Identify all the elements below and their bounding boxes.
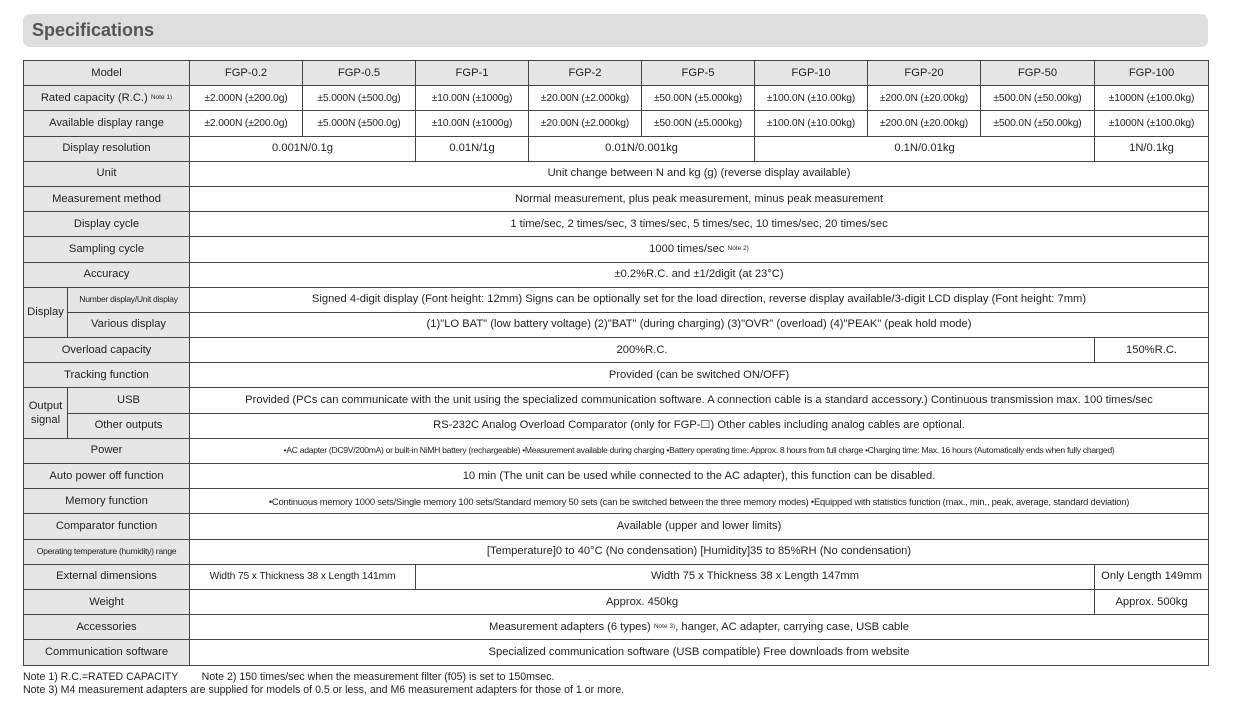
label-dimensions: External dimensions [24,564,190,589]
model-header: FGP-0.5 [303,61,416,86]
weight-value: Approx. 500kg [1095,589,1209,614]
label-accessories: Accessories [24,615,190,640]
dimensions-value: Only Length 149mm [1095,564,1209,589]
rated-capacity-cell: ±20.00N (±2.000kg) [529,86,642,111]
rated-capacity-cell: ±200.0N (±20.00kg) [868,86,981,111]
row-usb [24,388,1209,413]
other-outputs-value: RS-232C Analog Overload Comparator (only for FGP-☐) Other cables including analog cables are optional. [190,413,1209,438]
label-various-display: Various display [68,312,190,337]
resolution-cell: 1N/0.1kg [1095,136,1209,161]
row-display-resolution [24,136,1209,161]
auto-power-off-value: 10 min (The unit can be used while connected to the AC adapter), this function can be disabled. [190,464,1209,489]
label-tracking: Tracking function [24,363,190,388]
row-other-outputs [24,413,1209,438]
label-measurement-method: Measurement method [24,186,190,211]
model-header: FGP-50 [981,61,1095,86]
power-value: •AC adapter (DC9V/200mA) or built-in NiMH battery (rechargeable) •Measurement available during charging •Battery operating time: Approx. 8 hours from full charge •Charging time: Max. 16 hours (Automatically ends when fully charged) [190,438,1209,463]
note-ref: Note 2) [727,244,749,252]
label-comparator: Comparator function [24,514,190,539]
row-sampling-cycle [24,237,1209,262]
specifications-table [23,60,1209,666]
rated-capacity-cell: ±100.0N (±10.00kg) [755,86,868,111]
accessories-text: Measurement adapters (6 types) [489,620,651,633]
label-usb: USB [68,388,190,413]
row-accessories [24,615,1209,640]
row-model [24,61,1209,86]
tracking-value: Provided (can be switched ON/OFF) [190,363,1209,388]
weight-value: Approx. 450kg [190,589,1095,614]
label-unit: Unit [24,161,190,186]
display-range-cell: ±500.0N (±50.00kg) [981,111,1095,136]
model-header: FGP-5 [642,61,755,86]
row-measurement-method [24,186,1209,211]
number-display-value: Signed 4-digit display (Font height: 12mm) Signs can be optionally set for the load direction, reverse display available/3-digit LCD display (Font height: 7mm) [190,287,1209,312]
section-title-bar [23,14,1208,47]
label-output-signal-line1: Output [28,400,63,413]
sampling-cycle-value [190,237,1209,262]
label-auto-power-off: Auto power off function [24,464,190,489]
label-accuracy: Accuracy [24,262,190,287]
dimensions-value: Width 75 x Thickness 38 x Length 141mm [190,564,416,589]
resolution-cell: 0.001N/0.1g [190,136,416,161]
resolution-cell: 0.1N/0.01kg [755,136,1095,161]
display-range-cell: ±20.00N (±2.000kg) [529,111,642,136]
label-operating-temp: Operating temperature (humidity) range [24,539,190,564]
accessories-text-rest: , hanger, AC adapter, carrying case, USB cable [675,620,909,633]
rated-capacity-cell: ±10.00N (±1000g) [416,86,529,111]
row-auto-power-off [24,464,1209,489]
label-memory: Memory function [24,489,190,514]
label-rated-capacity-text: Rated capacity (R.C.) [40,91,148,104]
row-software [24,640,1209,665]
row-operating-temp [24,539,1209,564]
usb-value: Provided (PCs can communicate with the unit using the specialized communication software. A connection cable is a standard accessory.) Continuous transmission max. 100 times/sec [190,388,1209,413]
various-display-value: (1)"LO BAT" (low battery voltage) (2)"BAT" (during charging) (3)"OVR" (overload) (4)"PEAK" (peak hold mode) [190,312,1209,337]
label-overload: Overload capacity [24,338,190,363]
unit-value: Unit change between N and kg (g) (reverse display available) [190,161,1209,186]
rated-capacity-cell: ±50.00N (±5.000kg) [642,86,755,111]
model-header: FGP-0.2 [190,61,303,86]
software-value: Specialized communication software (USB compatible) Free downloads from website [190,640,1209,665]
accessories-value [190,615,1209,640]
note-ref: Note 3) [653,622,676,630]
model-header: FGP-1 [416,61,529,86]
label-power: Power [24,438,190,463]
row-memory [24,489,1209,514]
label-other-outputs: Other outputs [68,413,190,438]
display-range-cell: ±10.00N (±1000g) [416,111,529,136]
accuracy-value: ±0.2%R.C. and ±1/2digit (at 23°C) [190,262,1209,287]
rated-capacity-cell: ±500.0N (±50.00kg) [981,86,1095,111]
overload-value: 200%R.C. [190,338,1095,363]
display-range-cell: ±2.000N (±200.0g) [190,111,303,136]
row-comparator [24,514,1209,539]
footnote-line: Note 3) M4 measurement adapters are supplied for models of 0.5 or less, and M6 measurement adapters for those of 1 or more. [23,684,625,696]
row-number-display [24,287,1209,312]
sampling-cycle-text: 1000 times/sec [649,242,725,255]
display-range-cell: ±1000N (±100.0kg) [1095,111,1209,136]
rated-capacity-cell: ±2.000N (±200.0g) [190,86,303,111]
row-display-cycle [24,212,1209,237]
label-display-resolution: Display resolution [24,136,190,161]
section-title: Specifications [32,20,155,40]
footnotes [23,671,624,697]
row-power [24,438,1209,463]
resolution-cell: 0.01N/1g [416,136,529,161]
row-weight [24,589,1209,614]
row-display-range [24,111,1209,136]
model-header: FGP-10 [755,61,868,86]
row-dimensions [24,564,1209,589]
memory-value: •Continuous memory 1000 sets/Single memory 100 sets/Standard memory 50 sets (can be switched between the three memory modes) •Equipped with statistics function (max., min., peak, average, standard deviation) [190,489,1209,514]
row-various-display [24,312,1209,337]
resolution-cell: 0.01N/0.001kg [529,136,755,161]
label-display-range: Available display range [24,111,190,136]
overload-value: 150%R.C. [1095,338,1209,363]
model-header: FGP-100 [1095,61,1209,86]
dimensions-value: Width 75 x Thickness 38 x Length 147mm [416,564,1095,589]
label-software: Communication software [24,640,190,665]
label-output-signal [24,388,68,438]
operating-temp-value: [Temperature]0 to 40°C (No condensation) [Humidity]35 to 85%RH (No condensation) [190,539,1209,564]
rated-capacity-cell: ±1000N (±100.0kg) [1095,86,1209,111]
model-header: FGP-2 [529,61,642,86]
display-cycle-value: 1 time/sec, 2 times/sec, 3 times/sec, 5 times/sec, 10 times/sec, 20 times/sec [190,212,1209,237]
rated-capacity-cell: ±5.000N (±500.0g) [303,86,416,111]
label-display: Display [24,287,68,337]
measurement-method-value: Normal measurement, plus peak measurement, minus peak measurement [190,186,1209,211]
label-display-cycle: Display cycle [24,212,190,237]
model-header: FGP-20 [868,61,981,86]
comparator-value: Available (upper and lower limits) [190,514,1209,539]
label-weight: Weight [24,589,190,614]
note-ref: Note 1) [150,93,173,101]
row-unit [24,161,1209,186]
display-range-cell: ±50.00N (±5.000kg) [642,111,755,136]
label-sampling-cycle: Sampling cycle [24,237,190,262]
label-output-signal-line2: signal [30,414,61,427]
label-model: Model [24,61,190,86]
display-range-cell: ±200.0N (±20.00kg) [868,111,981,136]
row-accuracy [24,262,1209,287]
row-overload [24,338,1209,363]
row-tracking [24,363,1209,388]
footnote-line: Note 1) R.C.=RATED CAPACITY Note 2) 150 times/sec when the measurement filter (f05) is set to 150msec. [23,671,555,683]
display-range-cell: ±5.000N (±500.0g) [303,111,416,136]
label-rated-capacity [24,86,190,111]
row-rated-capacity [24,86,1209,111]
label-number-display: Number display/Unit display [68,287,190,312]
display-range-cell: ±100.0N (±10.00kg) [755,111,868,136]
